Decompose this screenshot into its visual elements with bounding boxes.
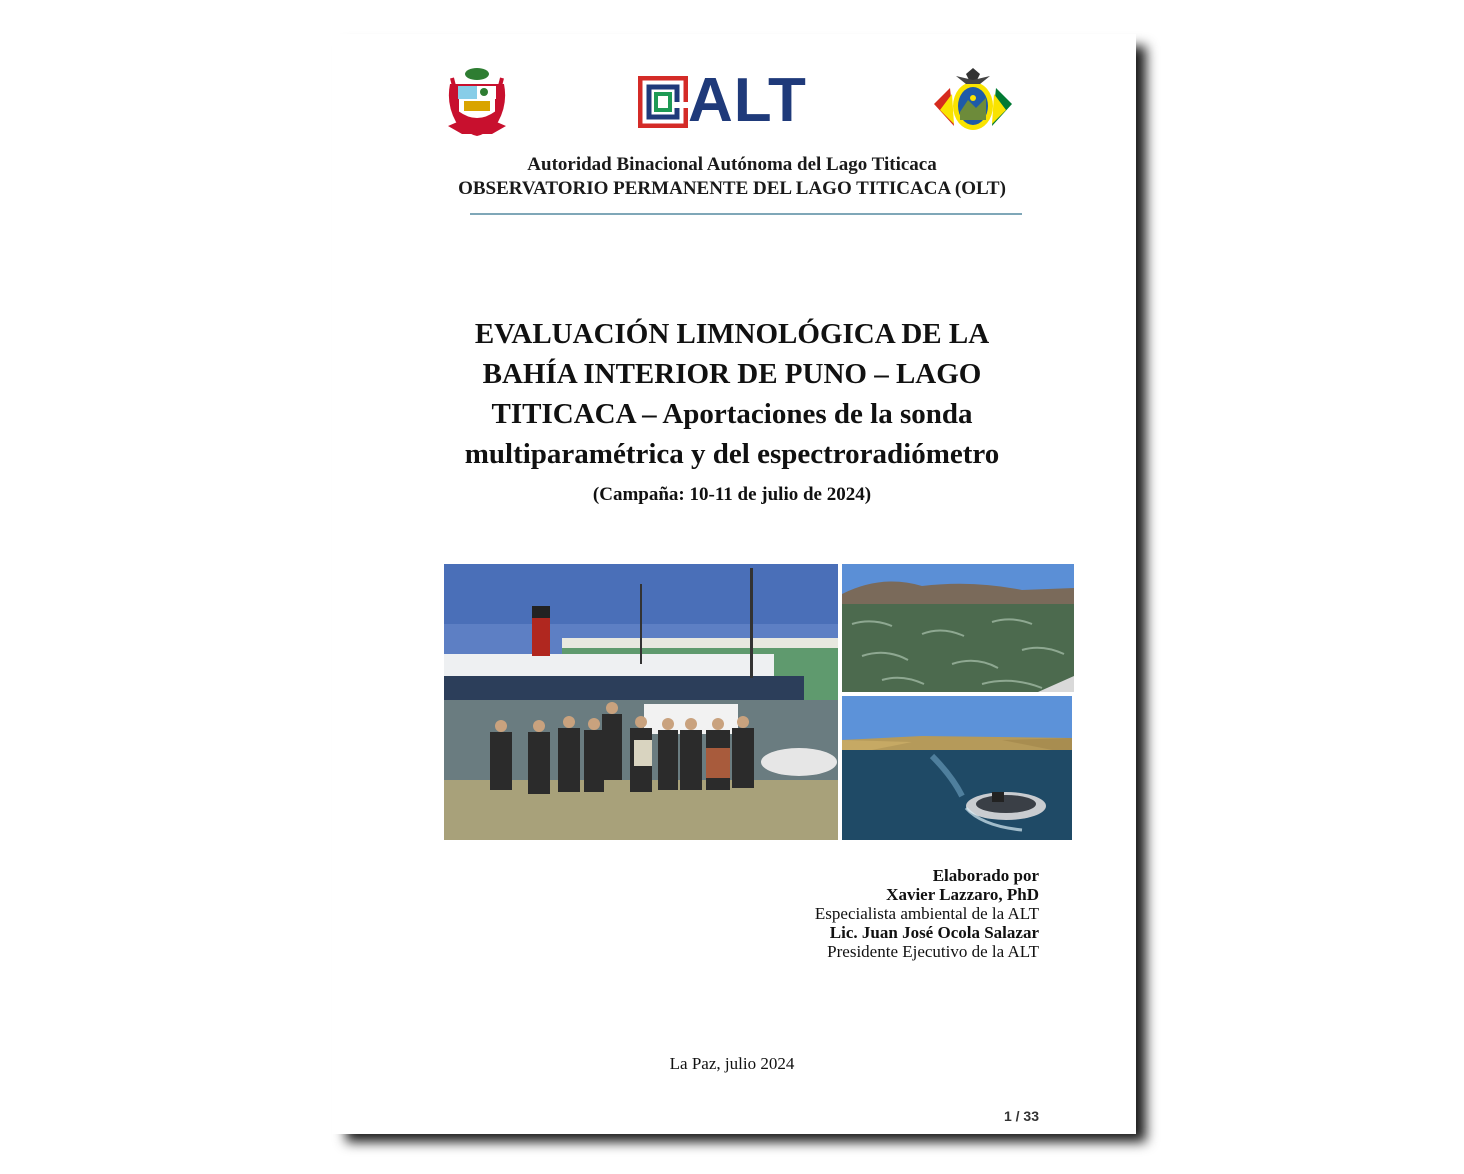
title-line: TITICACA – Aportaciones de la sonda <box>491 398 973 430</box>
alt-logo-text: ALT <box>688 66 807 135</box>
observatory-name: OBSERVATORIO PERMANENTE DEL LAGO TITICACA (OLT) <box>458 178 1006 199</box>
peru-coat-of-arms-icon <box>442 64 512 139</box>
author-name: Lic. Juan José Ocola Salazar <box>829 923 1039 942</box>
author-name: Xavier Lazzaro, PhD <box>886 885 1039 904</box>
page-number: 1 / 33 <box>1003 1108 1039 1124</box>
campaign-dates: (Campaña: 10-11 de julio de 2024) <box>592 484 872 505</box>
title-line: BAHÍA INTERIOR DE PUNO – LAGO <box>482 358 982 390</box>
alt-logo <box>638 66 828 135</box>
document-title <box>442 314 1022 474</box>
photo-group-at-pier <box>444 564 838 840</box>
org-name: Autoridad Binacional Autónoma del Lago Titicaca <box>527 154 937 175</box>
photo-inflatable-boat <box>842 696 1072 840</box>
place-and-date: La Paz, julio 2024 <box>669 1054 795 1073</box>
author-role: Presidente Ejecutivo de la ALT <box>827 942 1039 961</box>
document-page <box>332 34 1136 1134</box>
title-line: multiparamétrica y del espectroradiómetro <box>464 438 1000 470</box>
bolivia-coat-of-arms-icon <box>930 64 1016 136</box>
author-role: Especialista ambiental de la ALT <box>814 904 1039 923</box>
alt-logo-mark <box>638 76 688 128</box>
header-divider <box>470 213 1022 215</box>
credits-label: Elaborado por <box>932 866 1039 885</box>
credits-block <box>712 866 1039 961</box>
title-line: EVALUACIÓN LIMNOLÓGICA DE LA <box>474 318 990 350</box>
photo-lake-waves <box>842 564 1074 692</box>
